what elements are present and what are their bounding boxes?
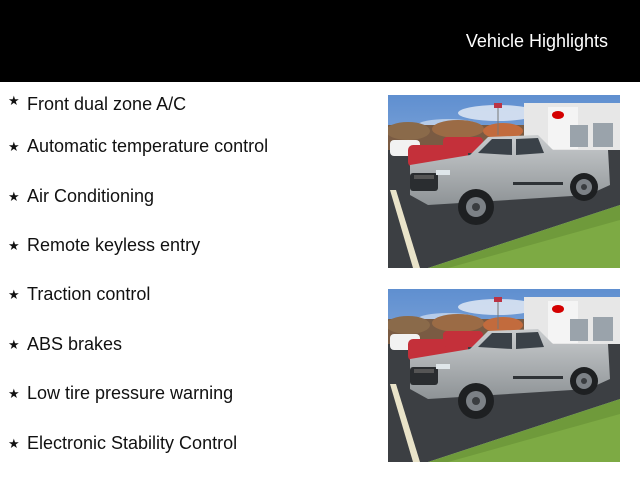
feature-label: ABS brakes (27, 333, 123, 354)
page-title: Vehicle Highlights (465, 31, 608, 51)
feature-label: Remote keyless entry (27, 234, 201, 255)
star-icon: ★ (8, 386, 20, 402)
star-icon: ★ (8, 93, 20, 108)
star-icon: ★ (8, 139, 20, 155)
star-icon: ★ (8, 237, 20, 253)
feature-item (8, 171, 378, 220)
star-icon: ★ (8, 435, 20, 451)
feature-label: Electronic Stability Control (27, 432, 238, 453)
feature-item (8, 122, 378, 171)
feature-item (8, 418, 378, 467)
feature-item (8, 221, 378, 270)
star-icon: ★ (8, 188, 20, 204)
feature-item (8, 369, 378, 418)
feature-item (8, 320, 378, 369)
vehicle-photo (388, 95, 620, 268)
feature-item (8, 94, 378, 122)
feature-label: Front dual zone A/C (27, 94, 187, 114)
feature-label: Automatic temperature control (27, 136, 269, 157)
star-icon: ★ (8, 336, 20, 352)
header-bar (0, 0, 640, 82)
feature-label: Air Conditioning (27, 185, 155, 206)
feature-label: Traction control (27, 284, 151, 305)
feature-label: Low tire pressure warning (27, 383, 234, 404)
feature-item (8, 270, 378, 319)
star-icon: ★ (8, 287, 20, 303)
feature-list (8, 94, 378, 468)
vehicle-photo (388, 289, 620, 462)
